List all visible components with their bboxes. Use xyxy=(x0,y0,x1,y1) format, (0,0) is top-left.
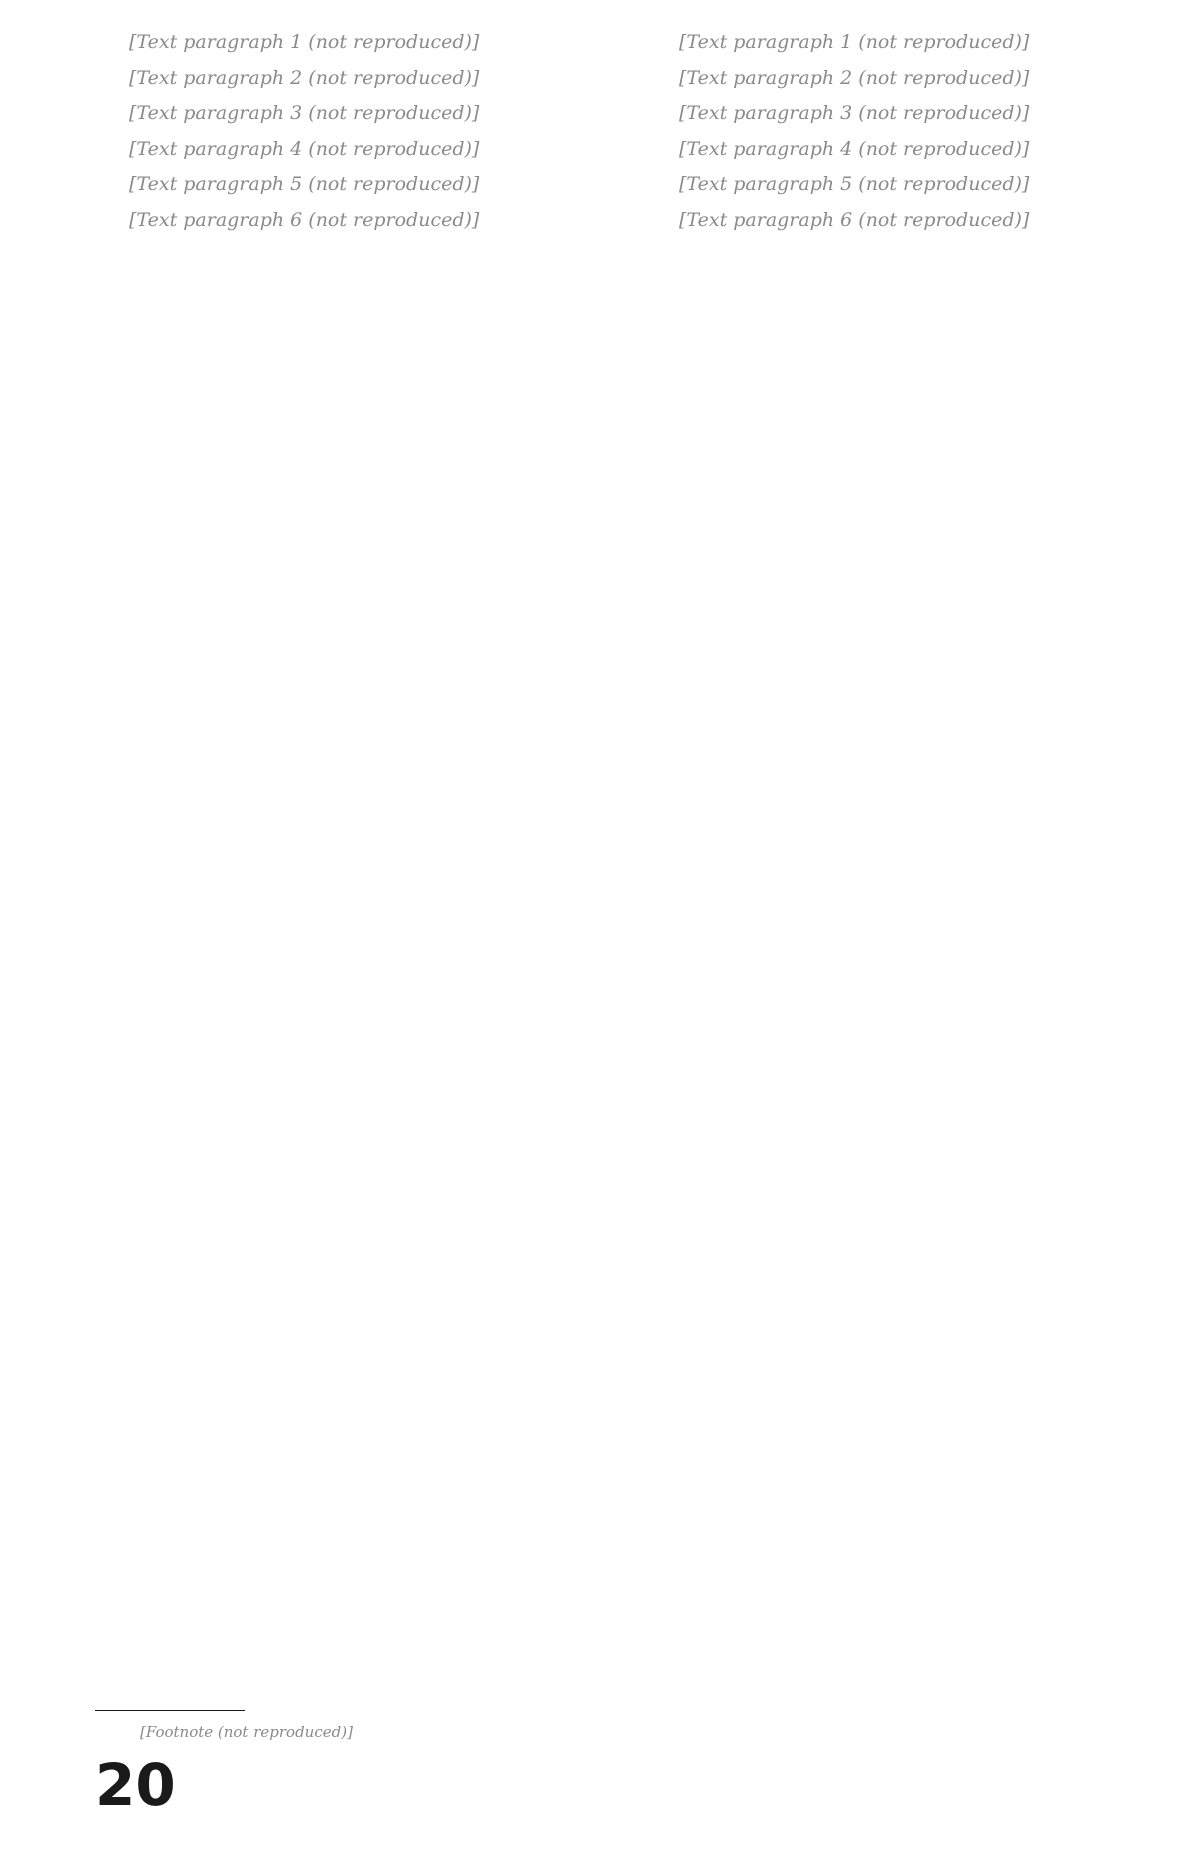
footnote-divider xyxy=(95,1710,245,1711)
paragraph: [Text paragraph 4 (not reproduced)] xyxy=(129,137,480,160)
paragraph: [Text paragraph 2 (not reproduced)] xyxy=(679,66,1030,89)
page-number: 20 xyxy=(95,1751,176,1819)
right-column xyxy=(645,30,1165,243)
footnote: [Footnote (not reproduced)] xyxy=(140,1723,353,1741)
paragraph: [Text paragraph 1 (not reproduced)] xyxy=(679,31,1030,53)
paragraph: [Text paragraph 2 (not reproduced)] xyxy=(129,66,480,89)
paragraph: [Text paragraph 6 (not reproduced)] xyxy=(129,208,480,231)
paragraph: [Text paragraph 5 (not reproduced)] xyxy=(679,173,1030,195)
left-column xyxy=(95,30,615,243)
paragraph: [Text paragraph 4 (not reproduced)] xyxy=(679,137,1030,160)
paragraph: [Text paragraph 3 (not reproduced)] xyxy=(129,102,480,124)
paragraph: [Text paragraph 1 (not reproduced)] xyxy=(129,31,480,53)
paragraph: [Text paragraph 6 (not reproduced)] xyxy=(679,208,1030,231)
paragraph: [Text paragraph 5 (not reproduced)] xyxy=(129,173,480,195)
paragraph: [Text paragraph 3 (not reproduced)] xyxy=(679,102,1030,124)
